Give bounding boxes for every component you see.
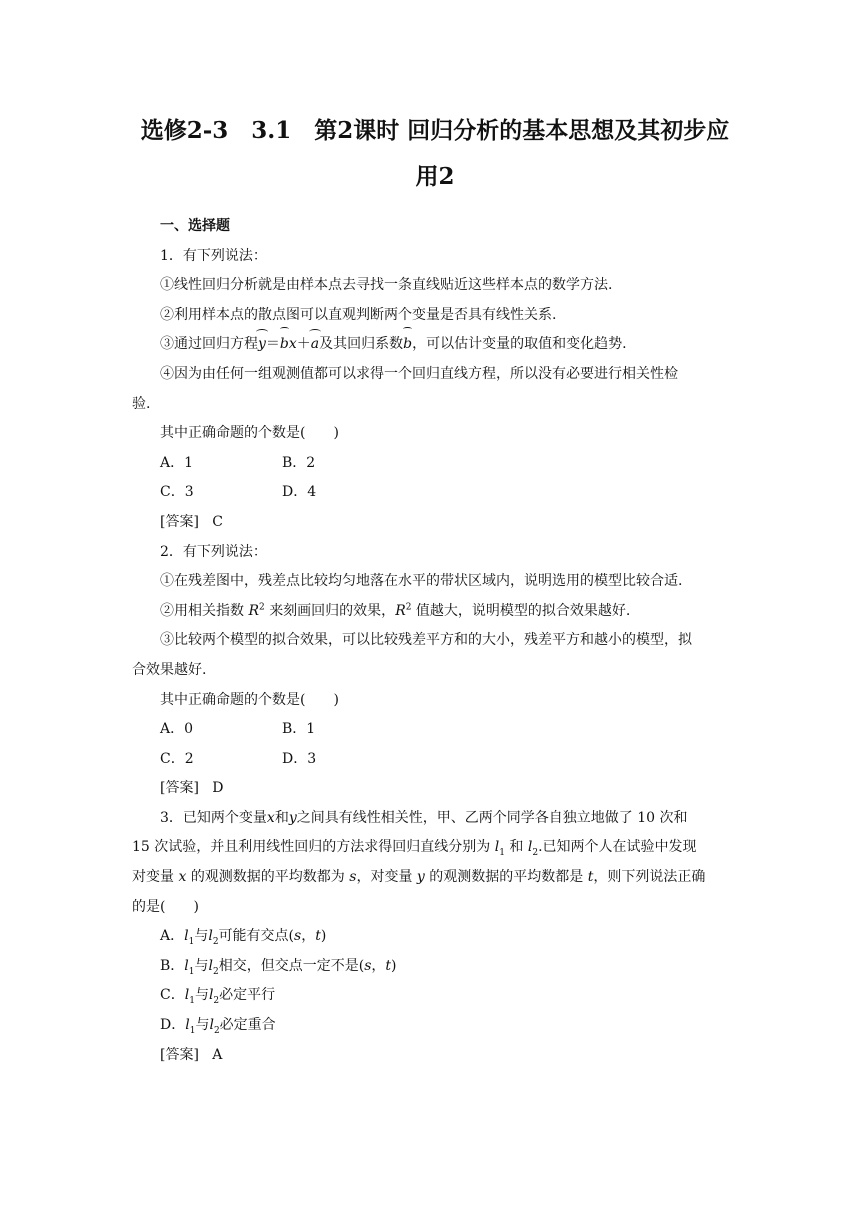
subscript: 1 bbox=[499, 848, 505, 859]
q1-option-c: C．3 bbox=[160, 484, 194, 501]
var-r: R bbox=[248, 602, 259, 619]
q1-stem: 1．有下列说法： bbox=[160, 247, 267, 264]
var-x: x bbox=[266, 809, 275, 826]
q1-statement-4-line2: 验. bbox=[132, 395, 151, 412]
text: 与 bbox=[194, 957, 209, 974]
q3-option-b bbox=[132, 952, 732, 982]
var-s: s bbox=[364, 957, 372, 974]
q1-statement-3 bbox=[132, 330, 732, 360]
q1-s3-prefix: ③通过回归方程 bbox=[160, 336, 258, 353]
q1-s3-suffix: ，可以估计变量的取值和变化趋势. bbox=[412, 336, 627, 353]
subscript: 2 bbox=[213, 996, 220, 1007]
text: 3．已知两个变量 bbox=[160, 809, 267, 826]
q2-stem: 2．有下列说法： bbox=[160, 543, 267, 560]
q2-option-d: D．3 bbox=[282, 750, 317, 767]
q1-options-row-2 bbox=[132, 478, 732, 508]
var-l: l bbox=[208, 957, 213, 974]
var-l: l bbox=[184, 928, 189, 945]
q2-option-c: C．2 bbox=[160, 750, 194, 767]
option-marker: D． bbox=[160, 1017, 186, 1034]
answer-label: [答案] bbox=[160, 513, 199, 530]
q2-s2-text-a: ②用相关指数 bbox=[160, 602, 244, 619]
q1-answer bbox=[132, 508, 732, 538]
var-l: l bbox=[527, 839, 533, 856]
text: ， bbox=[301, 928, 316, 945]
text: .已知两个人在试验中发现 bbox=[538, 839, 697, 856]
b-hat-coefficient: b bbox=[403, 330, 412, 360]
text: 和 bbox=[274, 809, 289, 826]
text: 的观测数据的平均数都为 bbox=[190, 869, 345, 886]
subscript: 1 bbox=[189, 1025, 196, 1036]
q2-question: 其中正确命题的个数是( ) bbox=[160, 691, 339, 708]
q2-statement-2 bbox=[132, 597, 732, 627]
var-t: t bbox=[587, 869, 594, 886]
answer-label: [答案] bbox=[160, 780, 199, 797]
text: 的观测数据的平均数都是 bbox=[429, 869, 584, 886]
q2-option-b: B．1 bbox=[282, 721, 316, 738]
var-l: l bbox=[209, 1017, 214, 1034]
q2-answer bbox=[132, 774, 732, 804]
text: 必定重合 bbox=[219, 1017, 276, 1034]
var-l: l bbox=[185, 1017, 190, 1034]
title-line-2: 用2 bbox=[415, 163, 455, 190]
answer-value: C bbox=[212, 513, 224, 530]
text: ) bbox=[391, 957, 397, 974]
q1-question: 其中正确命题的个数是( ) bbox=[160, 425, 339, 442]
q2-options-row-1 bbox=[132, 715, 732, 745]
var-l: l bbox=[184, 957, 189, 974]
option-marker: B． bbox=[160, 957, 185, 974]
var-t: t bbox=[315, 928, 321, 945]
text: 15 次试验，并且利用线性回归的方法求得回归直线分别为 bbox=[132, 839, 491, 856]
subscript: 2 bbox=[213, 966, 219, 977]
b-hat: b bbox=[280, 330, 289, 360]
subscript: 1 bbox=[188, 937, 195, 948]
text: 与 bbox=[194, 928, 209, 945]
q3-stem-line4: 的是( ) bbox=[132, 898, 199, 915]
text: 相交，但交点一定不是( bbox=[218, 957, 365, 974]
q1-statement-2: ②利用样本点的散点图可以直观判断两个变量是否具有线性关系. bbox=[160, 306, 557, 323]
subscript: 2 bbox=[213, 1025, 220, 1036]
q3-option-d bbox=[132, 1011, 732, 1041]
text: ) bbox=[320, 928, 327, 945]
q3-option-a bbox=[132, 922, 732, 952]
var-r: R bbox=[395, 602, 406, 619]
text: 与 bbox=[195, 1017, 210, 1034]
var-s: s bbox=[294, 928, 302, 945]
q2-s2-text-b: 来刻画回归的效果， bbox=[269, 602, 396, 619]
plus-sign: ＋ bbox=[296, 336, 311, 353]
text: ，对变量 bbox=[356, 869, 413, 886]
equals-sign: ＝ bbox=[265, 336, 280, 353]
var-x: x bbox=[178, 869, 187, 886]
superscript: 2 bbox=[405, 602, 412, 613]
y-hat: y bbox=[258, 330, 266, 360]
var-y: y bbox=[288, 809, 297, 826]
q1-statement-1: ①线性回归分析就是由样本点去寻找一条直线贴近这些样本点的数学方法. bbox=[160, 277, 613, 294]
section-heading: 一、选择题 bbox=[160, 218, 230, 234]
var-l: l bbox=[208, 987, 214, 1004]
text: 必定平行 bbox=[219, 987, 276, 1004]
var-l: l bbox=[208, 928, 213, 945]
title-line-1: 选修2-3 3.1 第2课时 回归分析的基本思想及其初步应 bbox=[140, 117, 730, 144]
q1-option-d: D．4 bbox=[282, 484, 317, 501]
answer-value: D bbox=[212, 780, 224, 797]
q1-statement-4-line1: ④因为由任何一组观测值都可以求得一个回归直线方程，所以没有必要进行相关性检 bbox=[160, 365, 678, 382]
var-t: t bbox=[385, 957, 392, 974]
answer-label: [答案] bbox=[160, 1046, 199, 1063]
subscript: 2 bbox=[532, 848, 539, 859]
option-marker: C． bbox=[160, 987, 185, 1004]
text: 与 bbox=[194, 987, 209, 1004]
q2-statement-3-line2: 合效果越好. bbox=[132, 661, 207, 678]
var-s: s bbox=[349, 869, 357, 886]
text: 可能有交点( bbox=[218, 928, 295, 945]
q3-stem-line3 bbox=[132, 863, 732, 893]
subscript: 1 bbox=[188, 966, 195, 977]
q1-s3-mid: 及其回归系数 bbox=[319, 336, 404, 353]
page-title bbox=[130, 108, 740, 200]
a-hat: a bbox=[311, 330, 319, 360]
q2-options-row-2 bbox=[132, 745, 732, 775]
q3-option-c bbox=[132, 981, 732, 1011]
q3-stem-line1 bbox=[132, 804, 732, 834]
var-y: y bbox=[416, 869, 425, 886]
var-l: l bbox=[184, 987, 190, 1004]
text: 对变量 bbox=[132, 869, 174, 886]
text: ，则下列说法正确 bbox=[593, 869, 706, 886]
q1-option-a: A．1 bbox=[160, 454, 194, 471]
var-l: l bbox=[494, 839, 500, 856]
q1-option-b: B．2 bbox=[282, 454, 316, 471]
var-x: x bbox=[288, 336, 297, 353]
subscript: 1 bbox=[189, 996, 195, 1007]
q2-statement-3-line1: ③比较两个模型的拟合效果，可以比较残差平方和的大小，残差平方和越小的模型，拟 bbox=[160, 632, 692, 649]
superscript: 2 bbox=[259, 602, 265, 613]
text: 和 bbox=[509, 839, 524, 856]
option-marker: A． bbox=[160, 928, 185, 945]
q3-stem-line2 bbox=[132, 833, 732, 863]
q1-options-row-1 bbox=[132, 449, 732, 479]
subscript: 2 bbox=[212, 937, 219, 948]
text: ， bbox=[371, 957, 386, 974]
text: 之间具有线性相关性，甲、乙两个同学各自独立地做了 10 次和 bbox=[296, 809, 688, 826]
q2-s2-text-c: 值越大，说明模型的拟合效果越好. bbox=[415, 602, 631, 619]
q2-option-a: A．0 bbox=[160, 721, 194, 738]
q2-statement-1: ①在残差图中，残差点比较均匀地落在水平的带状区域内，说明选用的模型比较合适. bbox=[160, 573, 683, 590]
q3-answer bbox=[132, 1041, 732, 1071]
document-body bbox=[132, 212, 732, 1070]
answer-value: A bbox=[212, 1046, 223, 1063]
